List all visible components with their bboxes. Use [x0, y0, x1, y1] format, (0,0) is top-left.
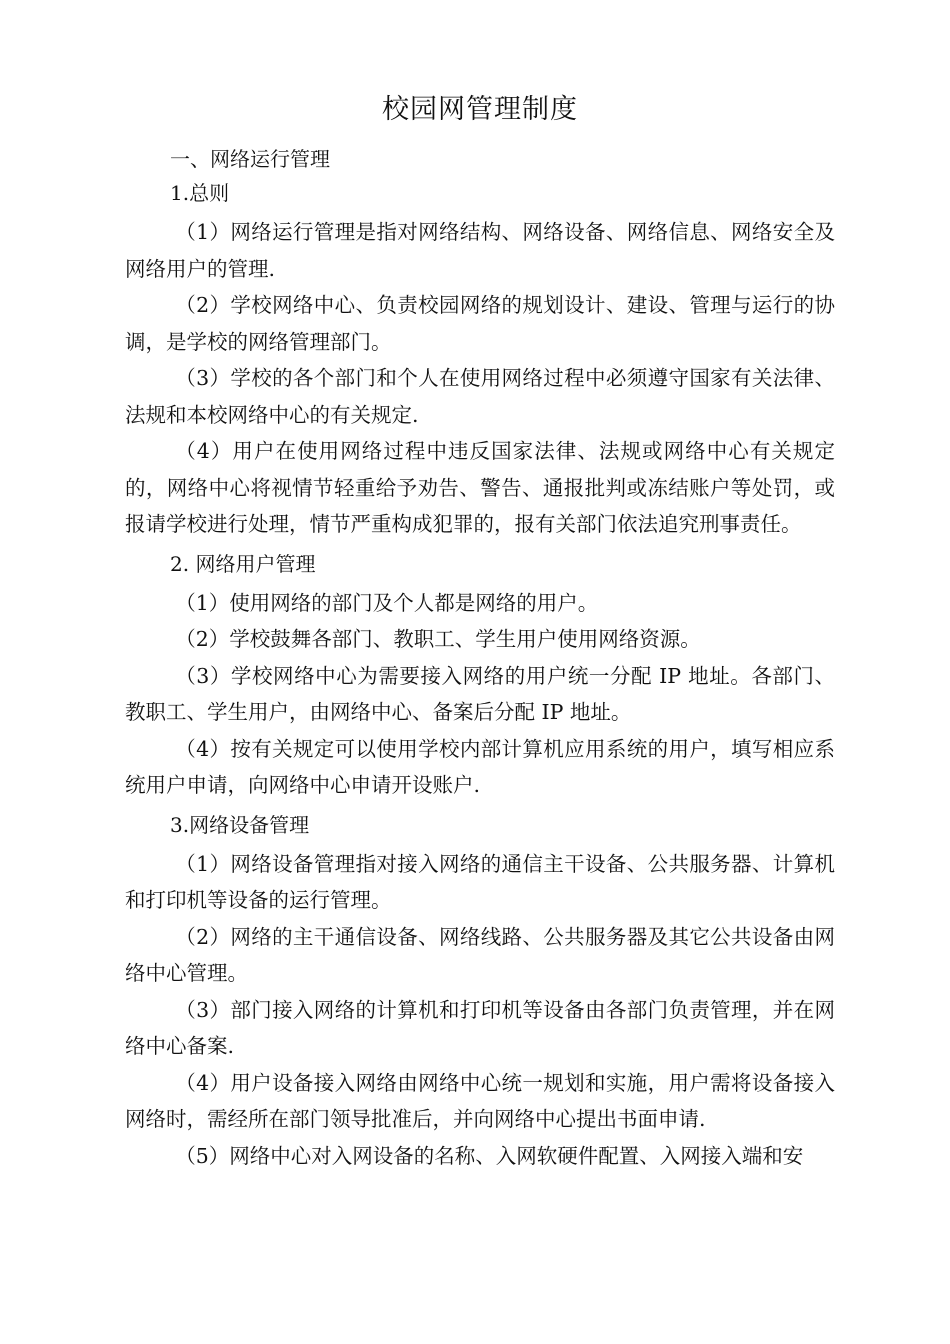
paragraph: （2）学校网络中心、负责校园网络的规划设计、建设、管理与运行的协调，是学校的网络管理部门。 [125, 293, 835, 354]
paragraph: （4）用户设备接入网络由网络中心统一规划和实施，用户需将设备接入网络时，需经所在部门领导批准后，并向网络中心提出书面申请. [125, 1070, 835, 1131]
paragraph: （1）使用网络的部门及个人都是网络的用户。 [175, 590, 599, 615]
paragraph: （4）按有关规定可以使用学校内部计算机应用系统的用户，填写相应系统用户申请，向网络中心申请开设账户. [125, 736, 835, 797]
subsection-heading-users: 2. 网络用户管理 [170, 551, 316, 576]
paragraph: （2）学校鼓舞各部门、教职工、学生用户使用网络资源。 [175, 627, 701, 651]
document-title: 校园网管理制度 [382, 94, 578, 125]
subsection-heading-general: 1.总则 [170, 181, 230, 205]
paragraph: （4）用户在使用网络过程中违反国家法律、法规或网络中心有关规定的，网络中心将视情节轻重给予劝告、警告、通报批判或冻结账户等处罚，或报请学校进行处理，情节严重构成犯罪的，报有关部门依法追究刑事责任。 [125, 439, 835, 536]
paragraph: （5）网络中心对入网设备的名称、入网软硬件配置、入网接入端和安 [175, 1143, 804, 1168]
paragraph: （1）网络设备管理指对接入网络的通信主干设备、公共服务器、计算机和打印机等设备的运行管理。 [125, 851, 835, 912]
subsection-heading-devices: 3.网络设备管理 [170, 812, 310, 837]
paragraph: （3）学校网络中心为需要接入网络的用户统一分配 IP 地址。各部门、教职工、学生用户，由网络中心、备案后分配 IP 地址。 [125, 663, 835, 724]
paragraph: （1）网络运行管理是指对网络结构、网络设备、网络信息、网络安全及网络用户的管理. [125, 220, 835, 281]
paragraph: （3）学校的各个部门和个人在使用网络过程中必须遵守国家有关法律、法规和本校网络中心的有关规定. [125, 366, 835, 427]
paragraph: （3）部门接入网络的计算机和打印机等设备由各部门负责管理，并在网络中心备案. [125, 997, 835, 1058]
section-heading-1: 一、网络运行管理 [170, 147, 330, 171]
paragraph: （2）网络的主干通信设备、网络线路、公共服务器及其它公共设备由网络中心管理。 [125, 924, 835, 985]
document-page [125, 88, 835, 1174]
